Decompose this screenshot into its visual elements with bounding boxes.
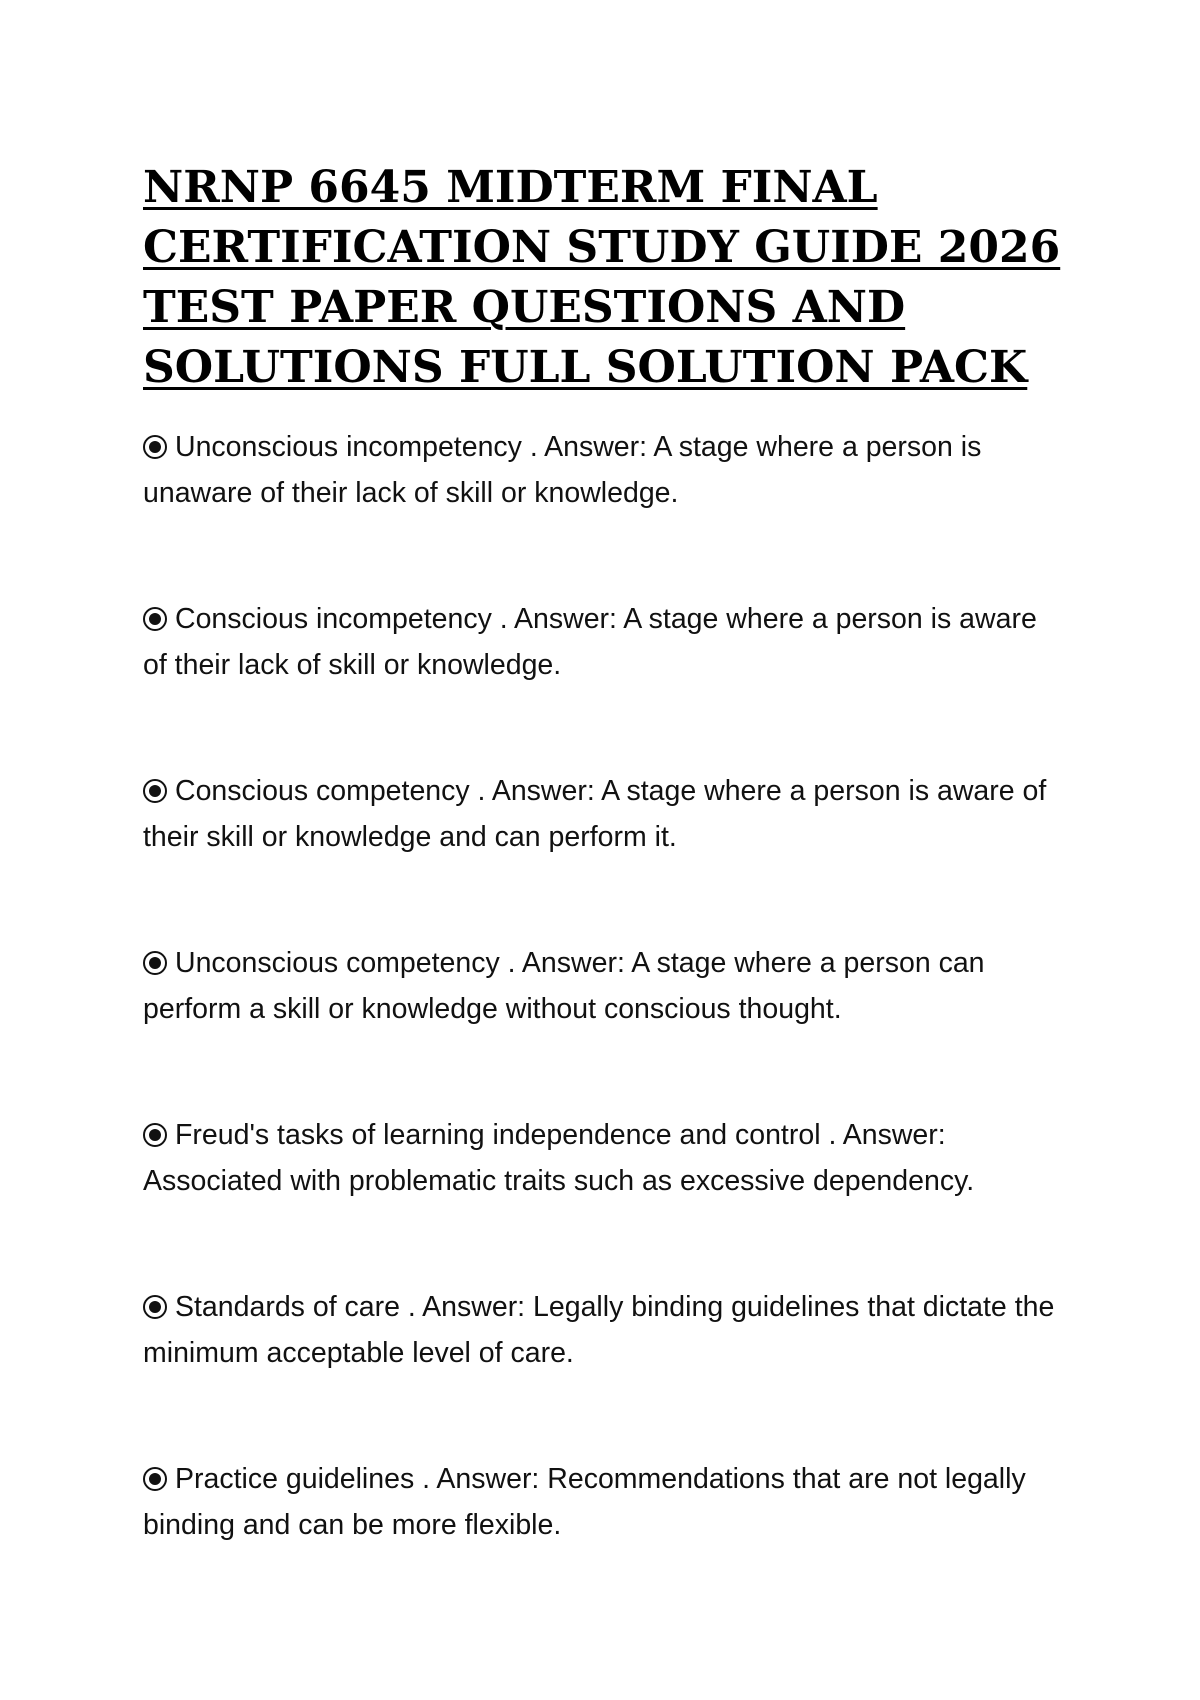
- qa-item-conscious-incompetency: [143, 596, 1063, 768]
- radio-bullet-icon: [143, 607, 167, 631]
- qa-text: Unconscious incompetency . Answer: A stage where a person is unaware of their lack of skill or knowledge.: [143, 431, 982, 509]
- qa-text: Freud's tasks of learning independence and control . Answer: Associated with problematic traits such as excessive dependency.: [143, 1119, 975, 1197]
- radio-bullet-icon: [143, 951, 167, 975]
- qa-item-unconscious-competency: [143, 940, 1063, 1112]
- qa-item-practice-guidelines: [143, 1456, 1063, 1628]
- qa-item-conscious-competency: [143, 768, 1063, 940]
- qa-item-unconscious-incompetency: [143, 424, 1063, 596]
- qa-item-freud-tasks: [143, 1112, 1063, 1284]
- radio-bullet-icon: [143, 435, 167, 459]
- qa-text: Unconscious competency . Answer: A stage where a person can perform a skill or knowledge without conscious thought.: [143, 947, 985, 1025]
- radio-bullet-icon: [143, 1123, 167, 1147]
- radio-bullet-icon: [143, 1295, 167, 1319]
- qa-item-standards-of-care: [143, 1284, 1063, 1456]
- document-title: NRNP 6645 MIDTERM FINAL CERTIFICATION STUDY GUIDE 2026 TEST PAPER QUESTIONS AND SOLUTIONS FULL SOLUTION PACK: [143, 162, 1061, 393]
- radio-bullet-icon: [143, 779, 167, 803]
- question-answer-list: [143, 424, 1063, 1628]
- qa-text: Conscious incompetency . Answer: A stage where a person is aware of their lack of skill or knowledge.: [143, 603, 1037, 681]
- radio-bullet-icon: [143, 1467, 167, 1491]
- qa-text: Practice guidelines . Answer: Recommendations that are not legally binding and can be more flexible.: [143, 1463, 1026, 1541]
- qa-text: Standards of care . Answer: Legally binding guidelines that dictate the minimum acceptable level of care.: [143, 1291, 1055, 1369]
- qa-text: Conscious competency . Answer: A stage where a person is aware of their skill or knowledge and can perform it.: [143, 775, 1047, 853]
